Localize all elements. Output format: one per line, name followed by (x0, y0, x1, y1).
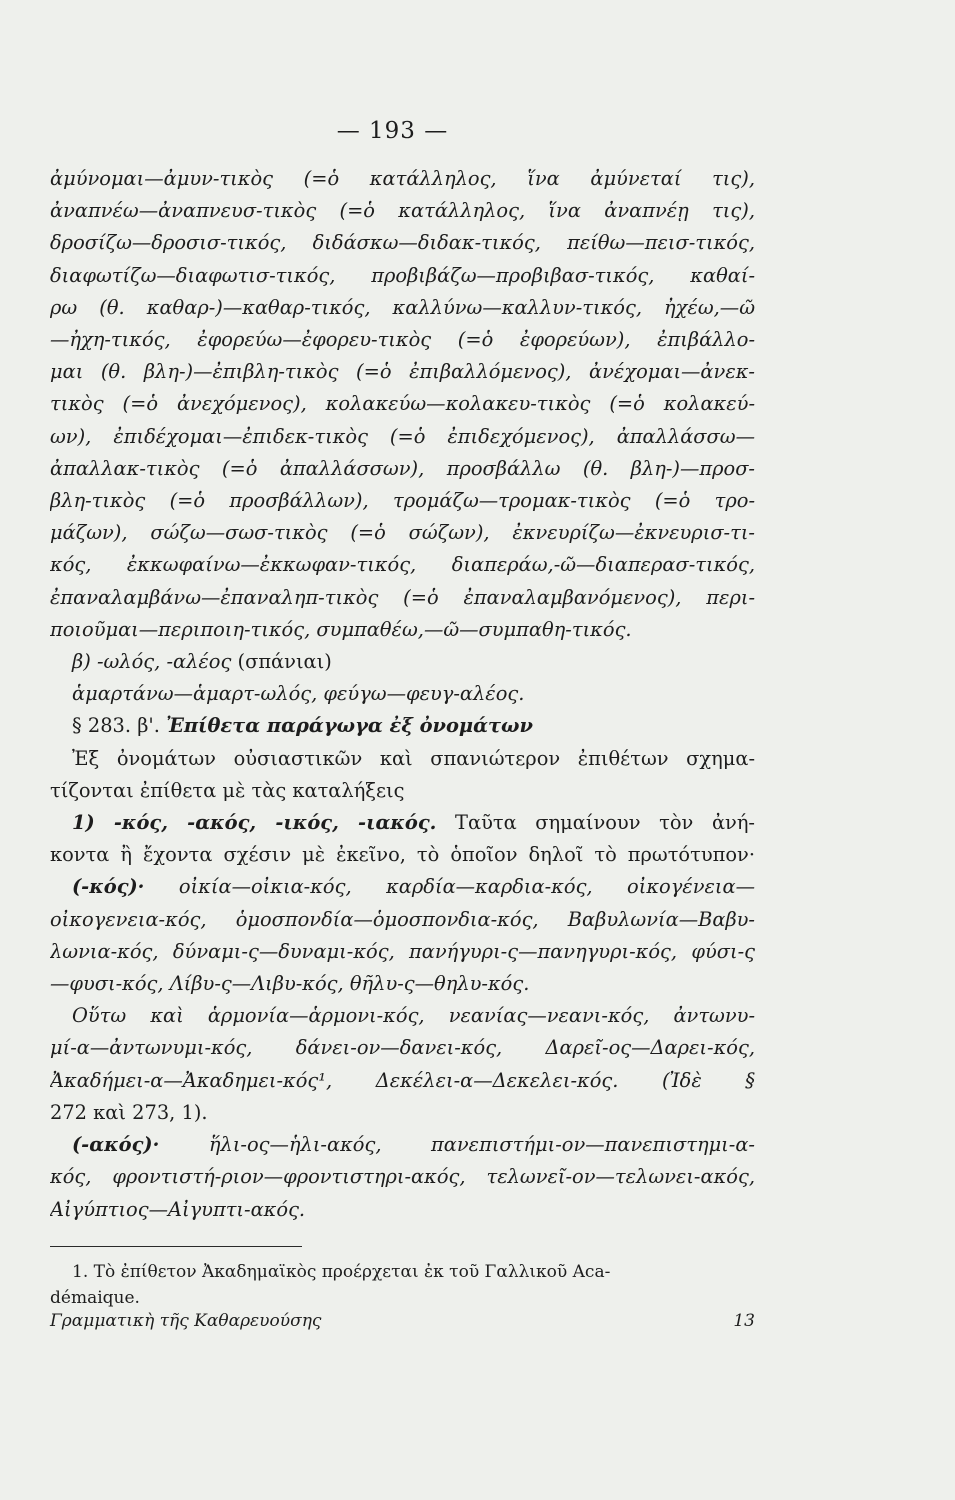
text-line: —ἠχη-τικός, ἐφορεύω—ἐφορευ-τικὸς (=ὁ ἐφορεύων), ἐπιβάλλο- (50, 328, 755, 352)
page-number: — 193 — (336, 118, 449, 144)
section-number: § 283. β'. (72, 714, 160, 738)
akos-line (50, 1129, 755, 1161)
text-line: ρω (θ. καθαρ-)—καθαρ-τικός, καλλύνω—καλλυν-τικός, ἠχέω,—ῶ (50, 295, 755, 319)
section-heading (50, 710, 755, 742)
outo-line: μί-α—ἀντωνυμι-κός, δάνει-ον—δανει-κός, Δαρεῖ-ος—Δαρει-κός, (50, 1036, 755, 1060)
subsection-heading-title: β) -ωλός, -αλέος (72, 650, 232, 674)
text-line: ποιοῦμαι—περιποιη-τικός, συμπαθέω,—ῶ—συμπαθη-τικός. (50, 617, 632, 641)
text-line: βλη-τικὸς (=ὁ προσβάλλων), τρομάζω—τρομακ-τικὸς (=ὁ τρο- (50, 489, 755, 513)
section-intro-line: τίζονται ἐπίθετα μὲ τὰς καταλήξεις (50, 778, 405, 802)
text-line: ἀπαλλακ-τικὸς (=ὁ ἀπαλλάσσων), προσβάλλω (θ. βλη-)—προσ- (50, 456, 755, 480)
kos-line: λωνια-κός, δύναμι-ς—δυναμι-κός, πανήγυρι-ς—πανηγυρι-κός, φύσι-ς (50, 939, 755, 963)
kos-text: οἰκία—οἰκια-κός, καρδία—καρδια-κός, οἰκογένεια— (178, 875, 755, 899)
footnote-line: démaique. (50, 1288, 140, 1308)
footer-title: Γραμματικὴ τῆς Καθαρευούσης (50, 1311, 322, 1331)
section-intro-line: Ἐξ ὀνομάτων οὐσιαστικῶν καὶ σπανιώτερον ἐπιθέτων σχημα- (72, 746, 755, 770)
running-footer (50, 1311, 755, 1331)
kos-label: (-κός)· (72, 875, 145, 899)
text-line: μάζων), σώζω—σωσ-τικὸς (=ὁ σώζων), ἐκνευρίζω—ἐκνευρισ-τι- (50, 521, 755, 545)
footnote (50, 1259, 755, 1311)
rule-1-text: Ταῦτα σημαίνουν τὸν ἀνή- (455, 811, 755, 835)
body-text (50, 163, 755, 1226)
outo-line: 272 καὶ 273, 1). (50, 1100, 208, 1124)
text-line: ων), ἐπιδέχομαι—ἐπιδεκ-τικὸς (=ὁ ἐπιδεχόμενος), ἀπαλλάσσω— (50, 424, 755, 448)
footer-signature: 13 (733, 1311, 755, 1331)
text-line: ἀμύνομαι—ἀμυν-τικὸς (=ὁ κατάλληλος, ἵνα ἀμύνεταί τις), (50, 167, 755, 190)
kos-line (50, 871, 755, 903)
footnote-divider (50, 1246, 302, 1247)
text-line: ἐπαναλαμβάνω—ἐπαναληπ-τικὸς (=ὁ ἐπαναλαμβανόμενος), περι- (50, 585, 755, 609)
subsection-heading (50, 646, 755, 678)
outo-line: Ἀκαδήμει-α—Ἀκαδημει-κός¹, Δεκέλει-α—Δεκελει-κός. (Ἰδὲ § (50, 1068, 755, 1092)
outo-line: Οὕτω καὶ ἁρμονία—ἁρμονι-κός, νεανίας—νεανι-κός, ἀντωνυ- (72, 1004, 755, 1028)
akos-label: (-ακός)· (72, 1133, 160, 1157)
kos-line: —φυσι-κός, Λίβυ-ς—Λιβυ-κός, θῆλυ-ς—θηλυ-κός. (50, 972, 530, 996)
rule-1-label: 1) -κός, -ακός, -ικός, -ιακός. (72, 811, 437, 835)
akos-text: ἥλι-ος—ἡλι-ακός, πανεπιστήμι-ον—πανεπιστημι-α- (208, 1133, 755, 1157)
akos-line: κός, φροντιστή-ριον—φροντιστηρι-ακός, τελωνεῖ-ον—τελωνει-ακός, (50, 1165, 755, 1189)
subsection-example: ἁμαρτάνω—ἁμαρτ-ωλός, φεύγω—φευγ-αλέος. (72, 682, 525, 706)
text-line: μαι (θ. βλη-)—ἐπιβλη-τικὸς (=ὁ ἐπιβαλλόμενος), ἀνέχομαι—ἀνεκ- (50, 360, 755, 384)
akos-line: Αἰγύπτιος—Αἰγυπτι-ακός. (50, 1197, 306, 1221)
footnote-line: 1. Τὸ ἐπίθετον Ἀκαδημαϊκὸς προέρχεται ἐκ τοῦ Γαλλικοῦ Aca- (72, 1262, 611, 1282)
text-line: δροσίζω—δροσισ-τικός, διδάσκω—διδακ-τικός, πείθω—πεισ-τικός, (50, 231, 755, 255)
section-title: Ἐπίθετα παράγωγα ἐξ ὀνομάτων (166, 714, 533, 738)
rule-1-text-line: κοντα ἢ ἔχοντα σχέσιν μὲ ἐκεῖνο, τὸ ὁποῖον δηλοῖ τὸ πρωτότυπον· (50, 843, 755, 867)
subsection-heading-note: (σπάνιαι) (237, 650, 332, 674)
text-line: διαφωτίζω—διαφωτισ-τικός, προβιβάζω—προβιβασ-τικός, καθαί- (50, 263, 755, 287)
text-line: κός, ἐκκωφαίνω—ἐκκωφαν-τικός, διαπεράω,-ῶ—διαπερασ-τικός, (50, 553, 755, 577)
text-line: ἀναπνέω—ἀναπνευσ-τικὸς (=ὁ κατάλληλος, ἵνα ἀναπνέῃ τις), (50, 199, 755, 223)
kos-line: οἰκογενεια-κός, ὁμοσπονδία—ὁμοσπονδια-κός, Βαβυλωνία—Βαβυ- (50, 907, 755, 931)
rule-1 (50, 807, 755, 839)
text-line: τικὸς (=ὁ ἀνεχόμενος), κολακεύω—κολακευ-τικὸς (=ὁ κολακεύ- (50, 392, 755, 416)
